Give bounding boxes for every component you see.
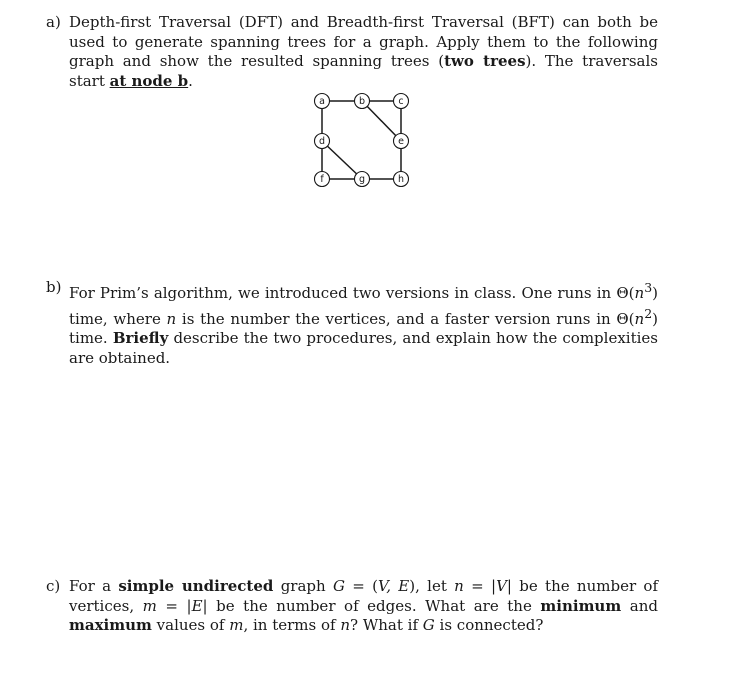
question-b-text-3: is the number the vertices, and a faster version runs in Θ(	[176, 309, 635, 328]
question-b-text	[69, 278, 658, 368]
question-b-text-1: For Prim’s algorithm, we introduced two versions in class. One runs in Θ(	[69, 284, 635, 302]
question-b-text-5: describe the two procedures, and explain how the complexities are obtained.	[69, 329, 658, 367]
question-c-math-v: V	[496, 577, 507, 595]
question-c-text-8: | be the number of edges. What are the	[202, 596, 541, 615]
graph-node-label-f: f	[320, 174, 324, 186]
graph-node-label-e: e	[398, 136, 404, 148]
question-b-math-n-1: n	[634, 284, 645, 302]
question-a-text-1: Depth-first Traversal (DFT) and Breadth-first Traversal (BFT) can both be used to generate spanning trees for a graph. Apply them to the following graph and show the resulted spanning trees (	[69, 13, 658, 71]
graph-node-label-h: h	[397, 174, 405, 186]
question-c-text-5: = |	[463, 577, 497, 595]
graph-node-h	[394, 172, 409, 187]
question-c-math-n-2: n	[340, 616, 351, 635]
graph-edge-d-g	[322, 141, 362, 179]
question-a-label: a)	[46, 13, 61, 31]
question-c-text-3: = (	[344, 577, 378, 595]
graph-node-label-b: b	[358, 96, 366, 108]
question-c-text-1: For a	[69, 577, 119, 595]
question-c-label: c)	[46, 577, 61, 595]
question-a-start-node: at node b	[109, 71, 189, 90]
question-b-text-2: ) time, where	[69, 284, 658, 328]
question-c-text-12: ? What if	[350, 616, 423, 635]
question-b-bold-briefly: Briefly	[112, 329, 169, 348]
graph-node-b	[355, 94, 370, 109]
graph-figure	[304, 88, 416, 192]
question-a-bold-two-trees: two trees	[444, 52, 526, 71]
question-c-text-6: | be the number of vertices,	[69, 577, 659, 615]
question-c-text-2: graph	[273, 577, 333, 595]
question-a-text	[69, 13, 658, 91]
question-b	[46, 278, 658, 368]
question-c-bold-simple-undirected: simple undirected	[118, 577, 274, 595]
graph-node-f	[315, 172, 330, 187]
question-c-bold-minimum: minimum	[540, 596, 622, 615]
graph-node-label-g: g	[358, 174, 366, 186]
graph-edge-b-e	[362, 101, 401, 141]
question-c-text	[69, 577, 658, 636]
question-c-math-m-2: m	[229, 616, 244, 635]
question-c-math-n-1: n	[454, 577, 464, 595]
graph-node-c	[394, 94, 409, 109]
question-c-text-9: and	[621, 596, 658, 615]
question-a	[46, 13, 658, 91]
question-c-text-13: is connected?	[434, 616, 544, 635]
question-c-math-g-2: G	[422, 616, 435, 635]
question-a-text-2: ). The traversals start	[69, 52, 658, 90]
graph-svg	[304, 88, 416, 192]
question-c-math-e: E	[191, 596, 203, 615]
question-c-math-ve: V, E	[378, 577, 410, 595]
question-b-math-n-3: n	[634, 309, 645, 328]
question-c-text-4: ), let	[409, 577, 455, 595]
question-c-bold-maximum: maximum	[69, 616, 152, 635]
graph-node-e	[394, 134, 409, 149]
graph-node-label-d: d	[318, 136, 326, 148]
graph-node-d	[315, 134, 330, 149]
graph-node-a	[315, 94, 330, 109]
graph-node-g	[355, 172, 370, 187]
question-b-math-n-2: n	[166, 309, 177, 328]
question-c-text-10: values of	[151, 616, 230, 635]
question-c-math-m-1: m	[142, 596, 157, 615]
question-c-text-7: = |	[156, 596, 192, 615]
question-b-exponent-2: 2	[644, 305, 653, 321]
question-c-math-g-1: G	[332, 577, 345, 595]
question-b-text-4: ) time.	[69, 309, 658, 348]
question-b-label: b)	[46, 278, 62, 296]
question-c	[46, 577, 658, 636]
question-a-text-3: .	[188, 71, 193, 90]
graph-node-label-a: a	[319, 96, 325, 108]
question-b-exponent-3: 3	[644, 280, 653, 295]
question-c-text-11: , in terms of	[243, 616, 341, 635]
graph-node-label-c: c	[398, 96, 404, 108]
